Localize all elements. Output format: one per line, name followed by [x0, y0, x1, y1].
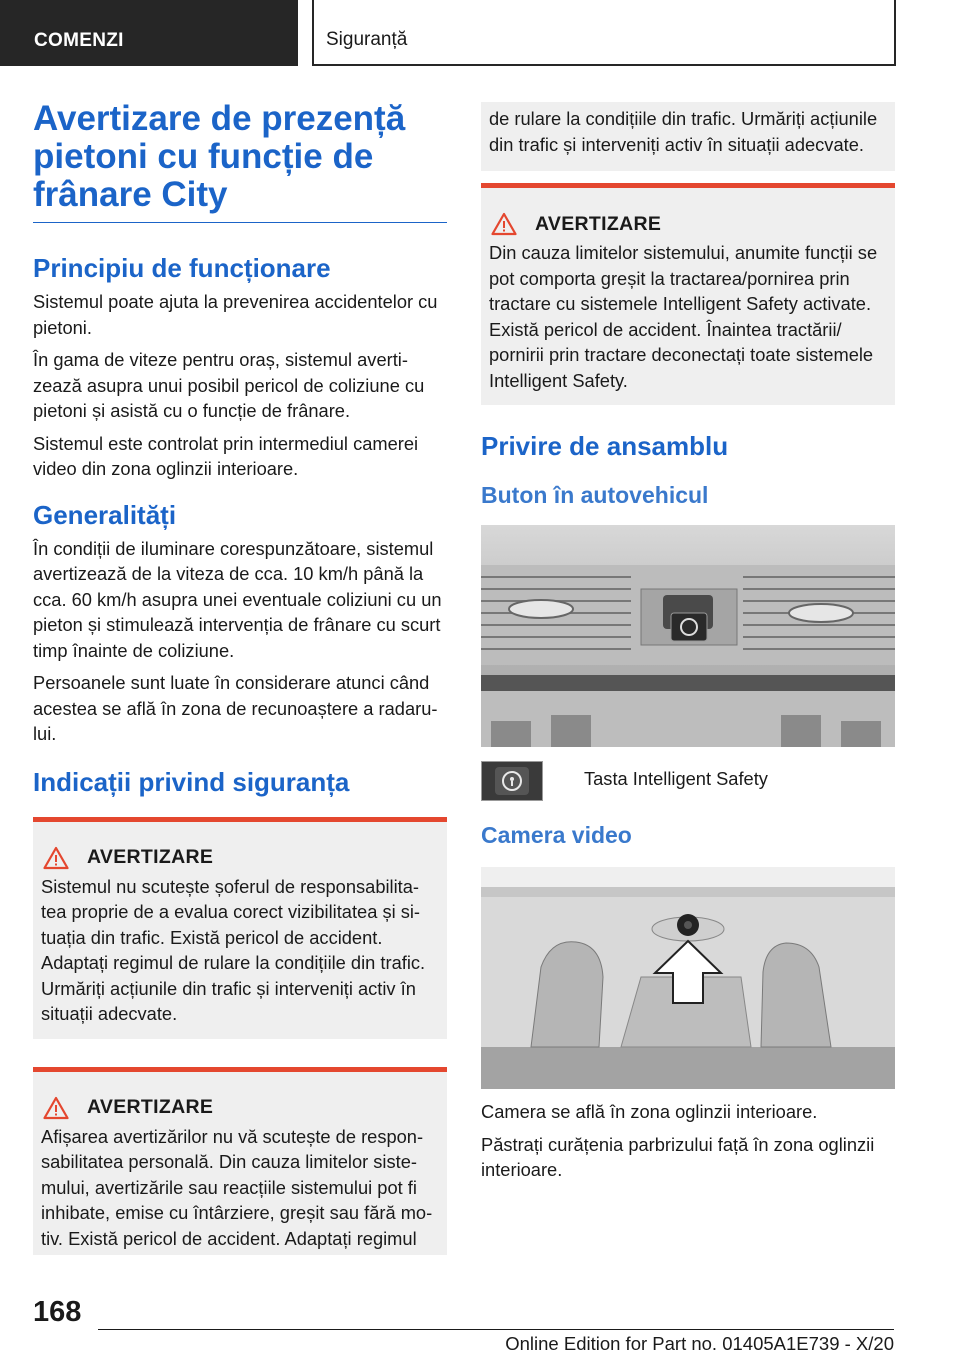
warning-box-1 — [33, 817, 447, 1039]
dashboard-button-photo — [481, 525, 895, 747]
right-column — [481, 102, 895, 1190]
warning-text-2: Afișarea avertizărilor nu vă scutește de respon-sabilitatea personală. Din cauza limitelor siste-mului, avertizările sau reacțiile sistemului pot fi inhibate, emise cu întârziere, greșit sau fără mo-tiv. Există pericol de accident. Adaptați regimul — [41, 1125, 433, 1249]
warning-triangle-icon — [43, 846, 69, 870]
warning-box-2-continued — [481, 102, 895, 171]
principle-p2: În gama de viteze pentru oraș, sistemul averti-zează asupra unui posibil pericol de coliziune cu pietoni și asistă cu o funcție de frânare. — [33, 349, 425, 421]
chapter-tab: Siguranță — [312, 0, 896, 66]
general-heading: Generalități — [33, 499, 177, 530]
safety-heading: Indicații privind siguranța — [33, 766, 350, 797]
warning-text-3: Din cauza limitelor sistemului, anumite funcții se pot comporta greșit la tractarea/pornirea prin tractare cu sistemele Intelligent Safety activate. Există pericol de accident. Înaintea tractării/ pornirii prin tractare deconectați toate sistemele Intelligent Safety. — [489, 242, 878, 391]
button-caption: Tasta Intelligent Safety — [584, 768, 768, 789]
footer-divider — [98, 1329, 894, 1330]
camera-p2: Păstrați curățenia parbrizului față în zona oglinzii interioare. — [481, 1133, 875, 1180]
button-legend — [481, 761, 895, 801]
camera-p1: Camera se află în zona oglinzii interioare. — [481, 1101, 818, 1122]
overview-heading: Privire de ansamblu — [481, 431, 729, 461]
warning-title: AVERTIZARE — [87, 1096, 214, 1118]
warning-triangle-icon — [491, 212, 517, 236]
warning-triangle-icon — [43, 1096, 69, 1120]
camera-photo — [481, 867, 895, 1089]
general-p2: Persoanele sunt luate în considerare atunci când acestea se află în zona de recunoaștere a radaru-lui. — [33, 672, 438, 744]
button-heading: Buton în autovehicul — [481, 482, 709, 508]
page-number: 168 — [33, 1296, 82, 1328]
camera-heading: Camera video — [481, 822, 632, 848]
page-title: Avertizare de prezență pietoni cu funcție de frânare City — [33, 100, 447, 223]
principle-p1: Sistemul poate ajuta la prevenirea accidentelor cu pietoni. — [33, 291, 438, 338]
left-column — [33, 100, 447, 1255]
warning-box-2 — [33, 1067, 447, 1256]
principle-heading: Principiu de funcționare — [33, 253, 331, 283]
edition-text: Online Edition for Part no. 01405A1E739 - X/20 — [505, 1333, 894, 1354]
warning-title: AVERTIZARE — [87, 846, 214, 868]
general-p1: În condiții de iluminare corespunzătoare, sistemul avertizează de la viteza de cca. 10 km/h până la cca. 60 km/h asupra unei eventuale coliziuni cu un pieton și stimulează intervenția de frânare cu scurt timp înainte de coliziune. — [33, 537, 442, 661]
intelligent-safety-button-icon — [481, 761, 543, 801]
section-tab: COMENZI — [0, 0, 298, 66]
warning-box-3 — [481, 183, 895, 405]
warning-text-2-continued: de rulare la condițiile din trafic. Urmăriți acțiunile din trafic și interveniți activ în situații adecvate. — [489, 108, 878, 155]
principle-p3: Sistemul este controlat prin intermediul camerei video din zona oglinzii interioare. — [33, 432, 419, 479]
warning-title: AVERTIZARE — [535, 212, 662, 235]
warning-text-1: Sistemul nu scutește șoferul de responsabilita-tea proprie de a evalua corect vizibilitatea și si-tuația din trafic. Există pericol de accident. Adaptați regimul de rulare la condițiile din trafic. Urmăriți acțiunile din trafic și interveniți activ în situații adecvate. — [41, 875, 426, 1024]
